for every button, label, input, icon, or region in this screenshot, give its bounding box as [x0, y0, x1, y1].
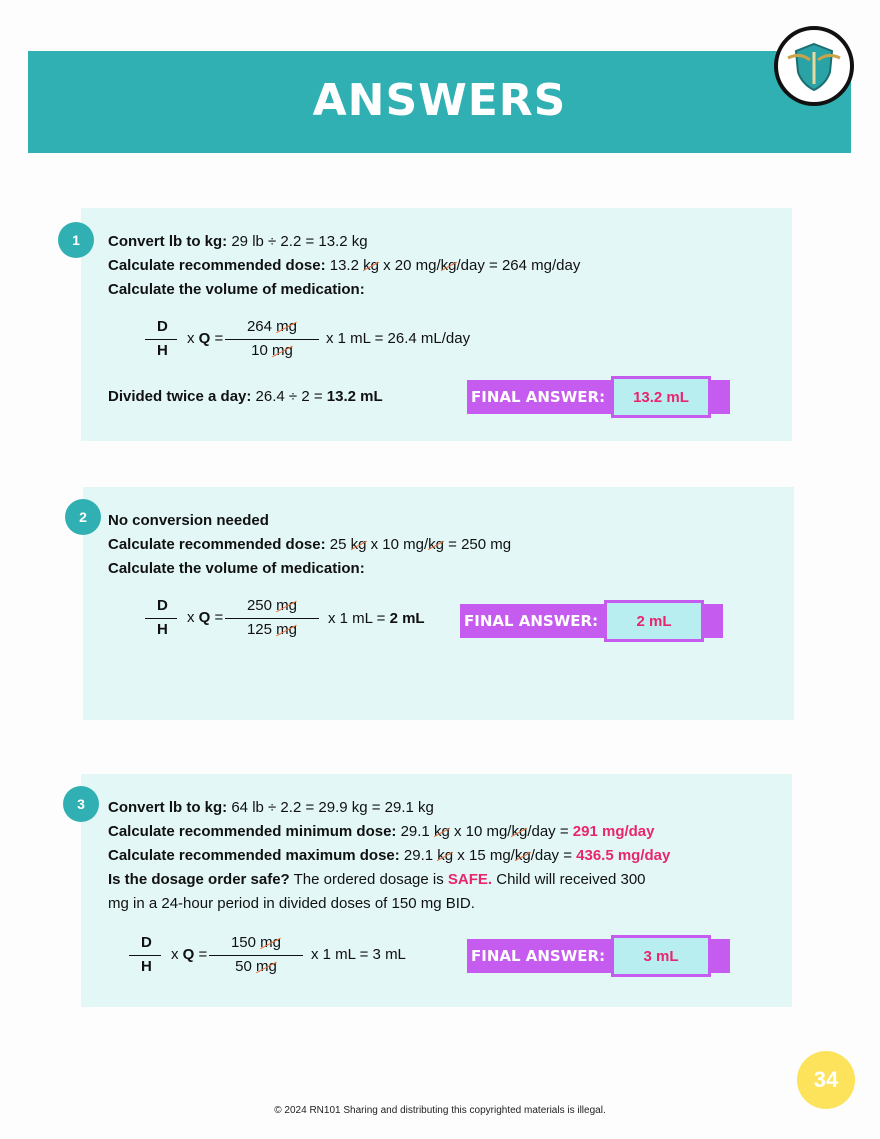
text-segment: Calculate the volume of medication: [108, 560, 365, 577]
equals-sign: = [198, 946, 208, 963]
text-segment: 29.1 [399, 847, 438, 864]
text-segment: Calculate recommended dose: [108, 257, 326, 274]
struck-unit: mg [272, 342, 293, 359]
numerator [211, 934, 301, 951]
step-line [108, 280, 365, 300]
text-segment: x 1 mL = 26.4 mL/day [326, 330, 471, 347]
text-segment: Child will received 300 [492, 871, 646, 888]
question-number-badge: 3 [63, 786, 99, 822]
dosage-formula [129, 934, 329, 978]
text-segment: The ordered dosage is [289, 871, 448, 888]
formula-xq [187, 609, 223, 626]
text-segment: Convert lb to kg: [108, 799, 228, 816]
text-segment: 13.2 [325, 257, 364, 274]
formula-h: H [157, 621, 168, 638]
final-answer-value: 2 mL [604, 600, 704, 642]
struck-unit: kg [437, 847, 454, 864]
text-segment: 436.5 mg/day [576, 847, 671, 864]
formula-q: Q [198, 330, 211, 347]
step-line [108, 535, 511, 555]
denominator-value: 50 [235, 958, 252, 975]
denominator [211, 958, 301, 975]
text-segment: x 1 mL = [328, 610, 390, 627]
formula-q: Q [198, 609, 211, 626]
struck-unit: kg [514, 847, 531, 864]
denominator [227, 621, 317, 638]
formula-result [328, 609, 425, 629]
page-title: ANSWERS [312, 75, 567, 126]
numerator-value: 250 [246, 597, 272, 614]
text-segment: 2 mL [389, 610, 425, 627]
struck-unit: mg [276, 621, 298, 638]
struck-unit: mg [256, 958, 277, 975]
formula-xq [171, 946, 207, 963]
text-segment: x 20 mg/ [378, 257, 441, 274]
equals-sign: = [214, 609, 224, 626]
formula-d: D [141, 934, 152, 951]
question-number-badge: 2 [65, 499, 101, 535]
formula-result [311, 945, 406, 965]
header-banner [28, 51, 851, 153]
step-line [108, 894, 475, 914]
text-segment: 13.2 mL [326, 388, 383, 405]
struck-unit: mg [260, 934, 282, 951]
dosage-formula [145, 597, 345, 641]
page-number-badge: 34 [800, 1054, 852, 1106]
copyright-footer: © 2024 RN101 Sharing and distributing this copyrighted materials is illegal. [274, 1105, 606, 1116]
struck-unit: kg [350, 536, 367, 553]
denominator-value: 10 [251, 342, 268, 359]
text-segment: x 15 mg/ [453, 847, 515, 864]
formula-q: Q [182, 946, 195, 963]
text-segment: /day = [530, 847, 577, 864]
text-segment: SAFE. [447, 871, 493, 888]
step-line [108, 511, 269, 531]
formula-h: H [157, 342, 168, 359]
step-line [108, 822, 655, 842]
text-segment: Calculate the volume of medication: [108, 281, 365, 298]
fraction-bar [145, 339, 177, 340]
step-line [108, 846, 670, 866]
final-answer-label: FINAL ANSWER: [471, 947, 606, 965]
final-answer-banner [460, 604, 723, 638]
numerator [227, 318, 317, 335]
final-answer-banner [467, 939, 730, 973]
equals-sign: = [214, 330, 224, 347]
fraction-bar [209, 955, 303, 956]
step-line [108, 798, 434, 818]
fraction-bar [145, 618, 177, 619]
final-answer-label: FINAL ANSWER: [471, 388, 606, 406]
text-segment: 291 mg/day [572, 823, 655, 840]
step-line [108, 256, 580, 276]
text-segment: 64 lb ÷ 2.2 = 29.9 kg = 29.1 kg [227, 799, 434, 816]
text-segment: x 10 mg/ [366, 536, 429, 553]
step-line [108, 559, 365, 579]
formula-d: D [157, 318, 168, 335]
text-segment: x 10 mg/ [449, 823, 512, 840]
text-segment: mg in a 24-hour period in divided doses of 150 mg BID. [108, 895, 475, 912]
times-sign: x [171, 946, 179, 963]
text-segment: Convert lb to kg: [108, 233, 228, 250]
final-answer-label: FINAL ANSWER: [464, 612, 599, 630]
struck-unit: mg [276, 318, 298, 335]
denominator-value: 125 [246, 621, 272, 638]
struck-unit: kg [433, 823, 450, 840]
numerator-value: 150 [230, 934, 256, 951]
divided-dose-line [108, 387, 383, 407]
text-segment: = 250 mg [444, 536, 512, 553]
numerator [227, 597, 317, 614]
final-answer-banner [467, 380, 730, 414]
denominator [227, 342, 317, 359]
text-segment: Calculate recommended dose: [108, 536, 326, 553]
formula-d: D [157, 597, 168, 614]
text-segment: 25 [325, 536, 351, 553]
final-answer-value: 3 mL [611, 935, 711, 977]
fraction-bar [129, 955, 161, 956]
text-segment: No conversion needed [108, 512, 269, 529]
step-line [108, 870, 646, 890]
struck-unit: kg [363, 257, 379, 274]
times-sign: x [187, 330, 195, 347]
dosage-formula [145, 318, 345, 362]
text-segment: 26.4 ÷ 2 = [251, 388, 327, 405]
text-segment: Calculate recommended minimum dose: [108, 823, 397, 840]
struck-unit: kg [440, 257, 457, 274]
final-answer-value: 13.2 mL [611, 376, 711, 418]
formula-xq [187, 330, 223, 347]
text-segment: 29.1 [396, 823, 434, 840]
formula-h: H [141, 958, 152, 975]
fraction-bar [225, 618, 319, 619]
text-segment: x 1 mL = 3 mL [311, 946, 406, 963]
text-segment: /day = 264 mg/day [456, 257, 581, 274]
formula-result [326, 329, 470, 349]
struck-unit: kg [428, 536, 444, 553]
logo-shield-icon [774, 26, 854, 106]
struck-unit: mg [276, 597, 298, 614]
text-segment: 29 lb ÷ 2.2 = 13.2 kg [227, 233, 368, 250]
times-sign: x [187, 609, 195, 626]
fraction-bar [225, 339, 319, 340]
struck-unit: kg [511, 823, 528, 840]
text-segment: /day = [527, 823, 573, 840]
text-segment: Calculate recommended maximum dose: [108, 847, 400, 864]
numerator-value: 264 [246, 318, 272, 335]
text-segment: Divided twice a day: [108, 388, 252, 405]
question-number-badge: 1 [58, 222, 94, 258]
step-line [108, 232, 368, 252]
text-segment: Is the dosage order safe? [108, 871, 290, 888]
